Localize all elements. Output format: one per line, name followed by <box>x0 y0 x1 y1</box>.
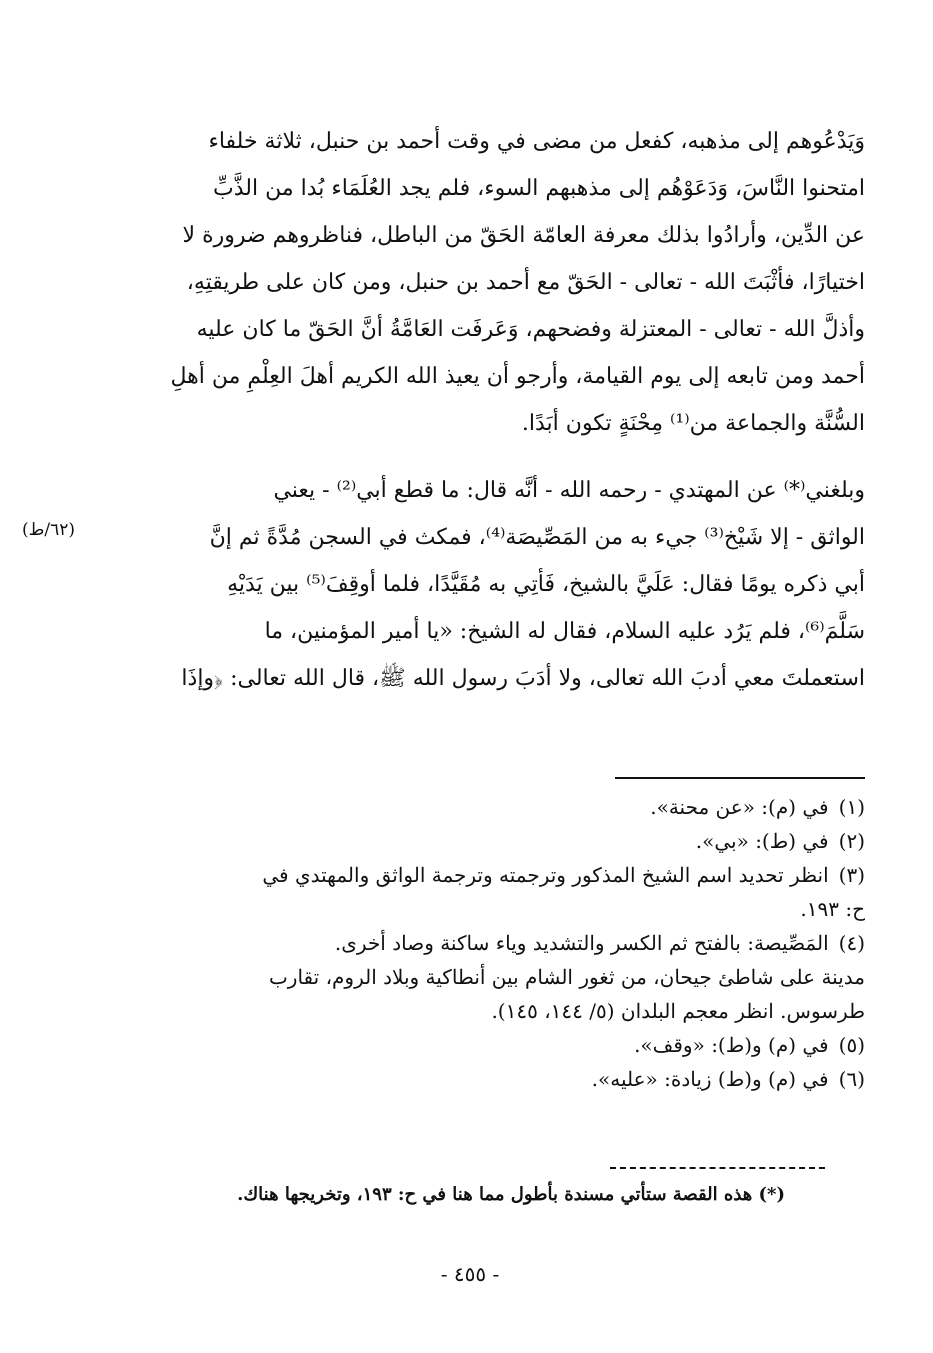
text-line: أبي ذكره يومًا فقال: عَلَيَّ بالشيخ، فَأتِي به مُقَيَّدًا، فلما أوقِفَ⁽⁵⁾ بين يَدَيْهِ <box>227 572 865 597</box>
text-line: السُّنَّة والجماعة من⁽¹⁾ مِحْنَةٍ تكون أبَدًا. <box>521 411 865 436</box>
footnotes <box>130 790 865 1096</box>
footnote-3-continued <box>130 892 865 926</box>
main-text <box>130 118 865 702</box>
text-line: امتحنوا النَّاسَ، وَدَعَوْهُم إلى مذهبهم السوء، فلم يجد العُلَمَاء بُدا من الذَّبِّ <box>213 176 865 201</box>
footnote-text: في (ط): «بي». <box>695 829 829 853</box>
text-line: وَيَدْعُوهم إلى مذهبه، كفعل من مضى في وقت أحمد بن حنبل، ثلاثة خلفاء <box>208 129 865 154</box>
footnote-number: (١) <box>838 795 865 819</box>
footnote-text: في (م) و(ط): «وقف». <box>634 1033 829 1057</box>
footnote-number: (٦) <box>838 1067 865 1091</box>
text-line: أحمد ومن تابعه إلى يوم القيامة، وأرجو أن يعيذ الله الكريم أهلَ العِلْمِ من أهلِ <box>170 364 865 389</box>
footnote-1 <box>130 790 865 824</box>
star-note-separator <box>610 1167 825 1169</box>
footnote-2 <box>130 824 865 858</box>
footnote-number: (٥) <box>838 1033 865 1057</box>
footnote-number: (٢) <box>838 829 865 853</box>
text-line: الواثق - إلا شَيْخ⁽³⁾ جيء به من المَصِّيصَة⁽⁴⁾، فمكث في السجن مُدَّةً ثم إنَّ <box>209 525 865 550</box>
text-line: استعملتَ معي أدبَ الله تعالى، ولا أدَبَ رسول الله ﷺ، قال الله تعالى: ﴿وإذَا <box>181 666 865 691</box>
margin-page-reference: (٦٢/ط) <box>22 520 75 540</box>
text-line: اختيارًا، فأثْبَتَ الله - تعالى - الحَقّ مع أحمد بن حنبل، ومن كان على طريقتِهِ، <box>186 270 865 295</box>
footnote-text: ح: ١٩٣. <box>800 897 865 921</box>
footnote-separator <box>615 777 865 779</box>
paragraph-1 <box>130 118 865 447</box>
footnote-text: انظر تحديد اسم الشيخ المذكور وترجمته وترجمة الواثق والمهتدي في <box>262 863 829 887</box>
footnote-4-continued <box>130 960 865 994</box>
footnote-4-continued <box>130 994 865 1028</box>
footnote-text: في (م): «عن محنة». <box>650 795 829 819</box>
paragraph-2 <box>130 467 865 702</box>
footnote-3 <box>130 858 865 892</box>
text-line: وبلغني⁽*⁾ عن المهتدي - رحمه الله - أنَّه قال: ما قطع أبي⁽²⁾ - يعني <box>273 478 865 503</box>
footnote-4 <box>130 926 865 960</box>
footnote-text: طرسوس. انظر معجم البلدان (٥/ ١٤٤، ١٤٥). <box>491 999 865 1023</box>
footnote-6 <box>130 1062 865 1096</box>
footnote-text: مدينة على شاطئ جيحان، من ثغور الشام بين أنطاكية وبلاد الروم، تقارب <box>268 965 865 989</box>
text-line: وأذلَّ الله - تعالى - المعتزلة وفضحهم، وَعَرفَت العَامَّةُ أنَّ الحَقّ ما كان عليه <box>196 317 865 342</box>
footnote-number: (٣) <box>838 863 865 887</box>
text-line: سَلَّمَ⁽⁶⁾، فلم يَرُد عليه السلام، فقال له الشيخ: «يا أمير المؤمنين، ما <box>264 619 865 644</box>
footnote-number: (٤) <box>838 931 865 955</box>
star-note: (*) هذه القصة ستأتي مسندة بأطول مما هنا في ح: ١٩٣، وتخريجها هناك. <box>237 1184 785 1205</box>
footnote-text: في (م) و(ط) زيادة: «عليه». <box>591 1067 829 1091</box>
footnote-text: المَصِّيصة: بالفتح ثم الكسر والتشديد وياء ساكنة وصاد أخرى. <box>334 931 829 955</box>
text-line: عن الدِّين، وأرادُوا بذلك معرفة العامّة الحَقّ من الباطل، فناظروهم ضرورة لا <box>182 223 865 248</box>
footnote-5 <box>130 1028 865 1062</box>
page-number: - ٤٥٥ - <box>440 1262 500 1286</box>
